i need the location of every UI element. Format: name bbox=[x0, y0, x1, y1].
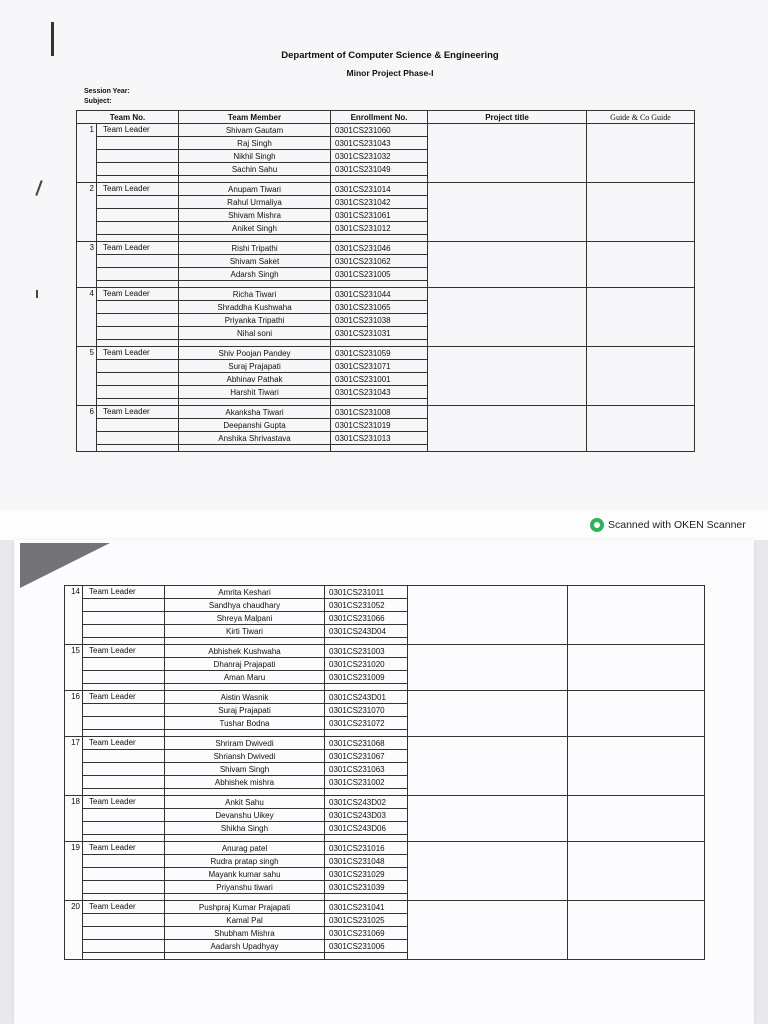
enrollment-number: 0301CS231046 bbox=[331, 242, 428, 255]
member-role-cell bbox=[83, 868, 165, 881]
member-name: Sachin Sahu bbox=[179, 163, 331, 176]
enrollment-number: 0301CS231065 bbox=[331, 301, 428, 314]
member-name: Raj Singh bbox=[179, 137, 331, 150]
member-name: Mayank kumar sahu bbox=[165, 868, 325, 881]
member-name: Shiv Poojan Pandey bbox=[179, 347, 331, 360]
spacer-cell bbox=[97, 399, 179, 406]
enrollment-number: 0301CS231031 bbox=[331, 327, 428, 340]
spacer-cell bbox=[83, 835, 165, 842]
team-number: 18 bbox=[65, 796, 83, 842]
member-role-cell bbox=[83, 927, 165, 940]
spacer-cell bbox=[331, 340, 428, 347]
guide-cell bbox=[568, 901, 705, 960]
col-guide: Guide & Co Guide bbox=[587, 111, 695, 124]
member-role-cell bbox=[97, 209, 179, 222]
member-role-cell bbox=[97, 222, 179, 235]
guide-cell bbox=[587, 183, 695, 242]
member-role-cell bbox=[97, 419, 179, 432]
enrollment-number: 0301CS231006 bbox=[325, 940, 408, 953]
project-title-cell bbox=[428, 406, 587, 452]
enrollment-number: 0301CS231025 bbox=[325, 914, 408, 927]
member-name: Aadarsh Upadhyay bbox=[165, 940, 325, 953]
member-name: Shivam Saket bbox=[179, 255, 331, 268]
member-name: Dhanraj Prajapati bbox=[165, 658, 325, 671]
project-title-cell bbox=[408, 842, 568, 901]
spacer-cell bbox=[331, 281, 428, 288]
enrollment-number: 0301CS231039 bbox=[325, 881, 408, 894]
team-leader-label: Team Leader bbox=[83, 842, 165, 855]
enrollment-number: 0301CS231014 bbox=[331, 183, 428, 196]
spacer-cell bbox=[83, 730, 165, 737]
table-row bbox=[77, 406, 695, 419]
member-name: Shriansh Dwivedi bbox=[165, 750, 325, 763]
guide-cell bbox=[568, 796, 705, 842]
spacer-cell bbox=[165, 684, 325, 691]
spacer-cell bbox=[165, 730, 325, 737]
member-name: Akanksha Tiwari bbox=[179, 406, 331, 419]
enrollment-number: 0301CS231008 bbox=[331, 406, 428, 419]
guide-cell bbox=[568, 586, 705, 645]
member-role-cell bbox=[97, 314, 179, 327]
table-row bbox=[65, 586, 705, 599]
department-title: Department of Computer Science & Engineering bbox=[281, 50, 499, 61]
member-name: Rishi Tripathi bbox=[179, 242, 331, 255]
table-row bbox=[77, 124, 695, 137]
member-role-cell bbox=[97, 360, 179, 373]
member-role-cell bbox=[97, 373, 179, 386]
member-role-cell bbox=[83, 612, 165, 625]
table-row bbox=[65, 901, 705, 914]
member-name: Shivam Mishra bbox=[179, 209, 331, 222]
member-name: Nikhil Singh bbox=[179, 150, 331, 163]
team-leader-label: Team Leader bbox=[83, 796, 165, 809]
spacer-cell bbox=[179, 340, 331, 347]
guide-cell bbox=[587, 124, 695, 183]
spacer-cell bbox=[165, 953, 325, 960]
table-row bbox=[77, 347, 695, 360]
member-role-cell bbox=[97, 301, 179, 314]
enrollment-number: 0301CS231068 bbox=[325, 737, 408, 750]
spacer-cell bbox=[83, 953, 165, 960]
member-role-cell bbox=[97, 386, 179, 399]
scanner-watermark bbox=[590, 518, 746, 532]
project-title-cell bbox=[428, 288, 587, 347]
spacer-cell bbox=[97, 176, 179, 183]
col-team-no: Team No. bbox=[77, 111, 179, 124]
enrollment-number: 0301CS231066 bbox=[325, 612, 408, 625]
enrollment-number: 0301CS231020 bbox=[325, 658, 408, 671]
project-title-cell bbox=[428, 347, 587, 406]
team-number: 15 bbox=[65, 645, 83, 691]
table-row bbox=[65, 842, 705, 855]
spacer-cell bbox=[83, 684, 165, 691]
enrollment-number: 0301CS231067 bbox=[325, 750, 408, 763]
member-name: Abhinav Pathak bbox=[179, 373, 331, 386]
enrollment-number: 0301CS231003 bbox=[325, 645, 408, 658]
member-name: Kirti Tiwari bbox=[165, 625, 325, 638]
spacer-cell bbox=[325, 789, 408, 796]
team-number: 19 bbox=[65, 842, 83, 901]
enrollment-number: 0301CS231048 bbox=[325, 855, 408, 868]
enrollment-number: 0301CS231001 bbox=[331, 373, 428, 386]
team-leader-label: Team Leader bbox=[97, 347, 179, 360]
folded-corner-shadow bbox=[20, 543, 110, 588]
member-name: Abhishek mishra bbox=[165, 776, 325, 789]
project-title-cell bbox=[408, 691, 568, 737]
project-title-cell bbox=[408, 796, 568, 842]
guide-cell bbox=[587, 242, 695, 288]
enrollment-number: 0301CS231062 bbox=[331, 255, 428, 268]
member-name: Adarsh Singh bbox=[179, 268, 331, 281]
member-role-cell bbox=[83, 855, 165, 868]
member-name: Harshit Tiwari bbox=[179, 386, 331, 399]
table-row bbox=[77, 183, 695, 196]
table-row bbox=[65, 796, 705, 809]
spacer-cell bbox=[83, 789, 165, 796]
col-enrollment-no: Enrollment No. bbox=[331, 111, 428, 124]
spacer-cell bbox=[179, 281, 331, 288]
spacer-cell bbox=[179, 176, 331, 183]
col-project-title: Project title bbox=[428, 111, 587, 124]
enrollment-number: 0301CS243D03 bbox=[325, 809, 408, 822]
table-header-row bbox=[77, 111, 695, 124]
scan-edge-mark bbox=[51, 22, 54, 56]
enrollment-number: 0301CS231013 bbox=[331, 432, 428, 445]
spacer-cell bbox=[165, 894, 325, 901]
team-leader-label: Team Leader bbox=[83, 901, 165, 914]
enrollment-number: 0301CS231009 bbox=[325, 671, 408, 684]
project-title-cell bbox=[428, 183, 587, 242]
spacer-cell bbox=[97, 340, 179, 347]
member-name: Anupam Tiwari bbox=[179, 183, 331, 196]
member-role-cell bbox=[83, 822, 165, 835]
enrollment-number: 0301CS231005 bbox=[331, 268, 428, 281]
member-role-cell bbox=[97, 432, 179, 445]
member-role-cell bbox=[97, 327, 179, 340]
member-name: Rudra pratap singh bbox=[165, 855, 325, 868]
table-row bbox=[65, 645, 705, 658]
team-number: 20 bbox=[65, 901, 83, 960]
spacer-cell bbox=[179, 399, 331, 406]
member-role-cell bbox=[83, 881, 165, 894]
guide-cell bbox=[568, 691, 705, 737]
member-role-cell bbox=[97, 196, 179, 209]
member-role-cell bbox=[97, 255, 179, 268]
enrollment-number: 0301CS231042 bbox=[331, 196, 428, 209]
member-name: Priyanshu tiwari bbox=[165, 881, 325, 894]
spacer-cell bbox=[179, 235, 331, 242]
member-name: Amrita Keshari bbox=[165, 586, 325, 599]
member-name: Aistin Wasnik bbox=[165, 691, 325, 704]
enrollment-number: 0301CS231032 bbox=[331, 150, 428, 163]
project-title-cell bbox=[428, 242, 587, 288]
project-title-cell bbox=[408, 901, 568, 960]
enrollment-number: 0301CS231049 bbox=[331, 163, 428, 176]
member-role-cell bbox=[83, 763, 165, 776]
watermark-text: Scanned with OKEN Scanner bbox=[608, 519, 746, 531]
member-role-cell bbox=[83, 717, 165, 730]
spacer-cell bbox=[97, 281, 179, 288]
member-role-cell bbox=[97, 150, 179, 163]
member-name: Shreya Malpani bbox=[165, 612, 325, 625]
enrollment-number: 0301CS231070 bbox=[325, 704, 408, 717]
enrollment-number: 0301CS231041 bbox=[325, 901, 408, 914]
team-number: 4 bbox=[77, 288, 97, 347]
project-title-cell bbox=[408, 737, 568, 796]
member-role-cell bbox=[83, 914, 165, 927]
member-name: Shriram Dwivedi bbox=[165, 737, 325, 750]
table-row bbox=[65, 691, 705, 704]
guide-cell bbox=[587, 347, 695, 406]
team-table-page-1 bbox=[76, 110, 695, 452]
spacer-cell bbox=[97, 445, 179, 452]
enrollment-number: 0301CS231052 bbox=[325, 599, 408, 612]
enrollment-number: 0301CS231019 bbox=[331, 419, 428, 432]
enrollment-number: 0301CS231059 bbox=[331, 347, 428, 360]
enrollment-number: 0301CS231071 bbox=[331, 360, 428, 373]
spacer-cell bbox=[83, 894, 165, 901]
spacer-cell bbox=[97, 235, 179, 242]
enrollment-number: 0301CS243D06 bbox=[325, 822, 408, 835]
member-name: Sandhya chaudhary bbox=[165, 599, 325, 612]
team-number: 14 bbox=[65, 586, 83, 645]
member-name: Ankit Sahu bbox=[165, 796, 325, 809]
member-role-cell bbox=[83, 750, 165, 763]
guide-cell bbox=[568, 737, 705, 796]
enrollment-number: 0301CS243D01 bbox=[325, 691, 408, 704]
session-year-label: Session Year: bbox=[84, 88, 130, 95]
team-leader-label: Team Leader bbox=[97, 288, 179, 301]
spacer-cell bbox=[325, 835, 408, 842]
guide-cell bbox=[587, 406, 695, 452]
enrollment-number: 0301CS231043 bbox=[331, 386, 428, 399]
enrollment-number: 0301CS231038 bbox=[331, 314, 428, 327]
team-number: 3 bbox=[77, 242, 97, 288]
enrollment-number: 0301CS231069 bbox=[325, 927, 408, 940]
spacer-cell bbox=[165, 789, 325, 796]
team-leader-label: Team Leader bbox=[97, 124, 179, 137]
spacer-cell bbox=[325, 684, 408, 691]
member-role-cell bbox=[83, 671, 165, 684]
team-leader-label: Team Leader bbox=[83, 645, 165, 658]
member-name: Pushpraj Kumar Prajapati bbox=[165, 901, 325, 914]
member-name: Rahul Urmaliya bbox=[179, 196, 331, 209]
team-leader-label: Team Leader bbox=[97, 183, 179, 196]
col-team-member: Team Member bbox=[179, 111, 331, 124]
enrollment-number: 0301CS231012 bbox=[331, 222, 428, 235]
spacer-cell bbox=[331, 176, 428, 183]
member-name: Shraddha Kushwaha bbox=[179, 301, 331, 314]
spacer-cell bbox=[325, 953, 408, 960]
spacer-cell bbox=[331, 399, 428, 406]
member-name: Shikha Singh bbox=[165, 822, 325, 835]
spacer-cell bbox=[325, 638, 408, 645]
enrollment-number: 0301CS231002 bbox=[325, 776, 408, 789]
team-number: 17 bbox=[65, 737, 83, 796]
member-role-cell bbox=[83, 940, 165, 953]
enrollment-number: 0301CS231044 bbox=[331, 288, 428, 301]
team-number: 2 bbox=[77, 183, 97, 242]
member-role-cell bbox=[83, 809, 165, 822]
enrollment-number: 0301CS231063 bbox=[325, 763, 408, 776]
team-number: 5 bbox=[77, 347, 97, 406]
enrollment-number: 0301CS231072 bbox=[325, 717, 408, 730]
team-number: 16 bbox=[65, 691, 83, 737]
team-number: 1 bbox=[77, 124, 97, 183]
spacer-cell bbox=[165, 638, 325, 645]
spacer-cell bbox=[83, 638, 165, 645]
member-role-cell bbox=[83, 625, 165, 638]
team-leader-label: Team Leader bbox=[97, 242, 179, 255]
spacer-cell bbox=[331, 445, 428, 452]
member-name: Suraj Prajapati bbox=[179, 360, 331, 373]
guide-cell bbox=[568, 645, 705, 691]
enrollment-number: 0301CS231060 bbox=[331, 124, 428, 137]
project-title-cell bbox=[428, 124, 587, 183]
spacer-cell bbox=[331, 235, 428, 242]
member-name: Shivam Singh bbox=[165, 763, 325, 776]
oken-scanner-icon bbox=[590, 518, 604, 532]
member-name: Anshika Shrivastava bbox=[179, 432, 331, 445]
member-role-cell bbox=[97, 268, 179, 281]
member-role-cell bbox=[83, 704, 165, 717]
spacer-cell bbox=[325, 894, 408, 901]
spacer-cell bbox=[179, 445, 331, 452]
enrollment-number: 0301CS243D02 bbox=[325, 796, 408, 809]
member-name: Tushar Bodna bbox=[165, 717, 325, 730]
team-leader-label: Team Leader bbox=[97, 406, 179, 419]
team-leader-label: Team Leader bbox=[83, 691, 165, 704]
member-name: Devanshu Uikey bbox=[165, 809, 325, 822]
project-title-cell bbox=[408, 645, 568, 691]
subject-label: Subject: bbox=[84, 98, 112, 105]
member-role-cell bbox=[83, 776, 165, 789]
table-row bbox=[65, 737, 705, 750]
member-name: Aman Maru bbox=[165, 671, 325, 684]
member-role-cell bbox=[97, 163, 179, 176]
enrollment-number: 0301CS243D04 bbox=[325, 625, 408, 638]
enrollment-number: 0301CS231029 bbox=[325, 868, 408, 881]
member-name: Anurag patel bbox=[165, 842, 325, 855]
spacer-cell bbox=[165, 835, 325, 842]
project-title-cell bbox=[408, 586, 568, 645]
member-name: Shubham Mishra bbox=[165, 927, 325, 940]
member-name: Abhishek Kushwaha bbox=[165, 645, 325, 658]
team-table-page-2 bbox=[64, 585, 705, 960]
member-name: Suraj Prajapati bbox=[165, 704, 325, 717]
enrollment-number: 0301CS231061 bbox=[331, 209, 428, 222]
member-name: Richa Tiwari bbox=[179, 288, 331, 301]
team-number: 6 bbox=[77, 406, 97, 452]
enrollment-number: 0301CS231016 bbox=[325, 842, 408, 855]
table-row bbox=[77, 288, 695, 301]
member-name: Shivam Gautam bbox=[179, 124, 331, 137]
team-leader-label: Team Leader bbox=[83, 737, 165, 750]
member-role-cell bbox=[97, 137, 179, 150]
guide-cell bbox=[568, 842, 705, 901]
member-name: Aniket Singh bbox=[179, 222, 331, 235]
member-name: Deepanshi Gupta bbox=[179, 419, 331, 432]
phase-title: Minor Project Phase-I bbox=[346, 68, 434, 78]
scan-edge-mark bbox=[36, 290, 38, 298]
guide-cell bbox=[587, 288, 695, 347]
member-name: Kamal Pal bbox=[165, 914, 325, 927]
member-role-cell bbox=[83, 599, 165, 612]
team-leader-label: Team Leader bbox=[83, 586, 165, 599]
table-row bbox=[77, 242, 695, 255]
member-role-cell bbox=[83, 658, 165, 671]
enrollment-number: 0301CS231043 bbox=[331, 137, 428, 150]
enrollment-number: 0301CS231011 bbox=[325, 586, 408, 599]
member-name: Priyanka Tripathi bbox=[179, 314, 331, 327]
spacer-cell bbox=[325, 730, 408, 737]
member-name: Nihal soni bbox=[179, 327, 331, 340]
